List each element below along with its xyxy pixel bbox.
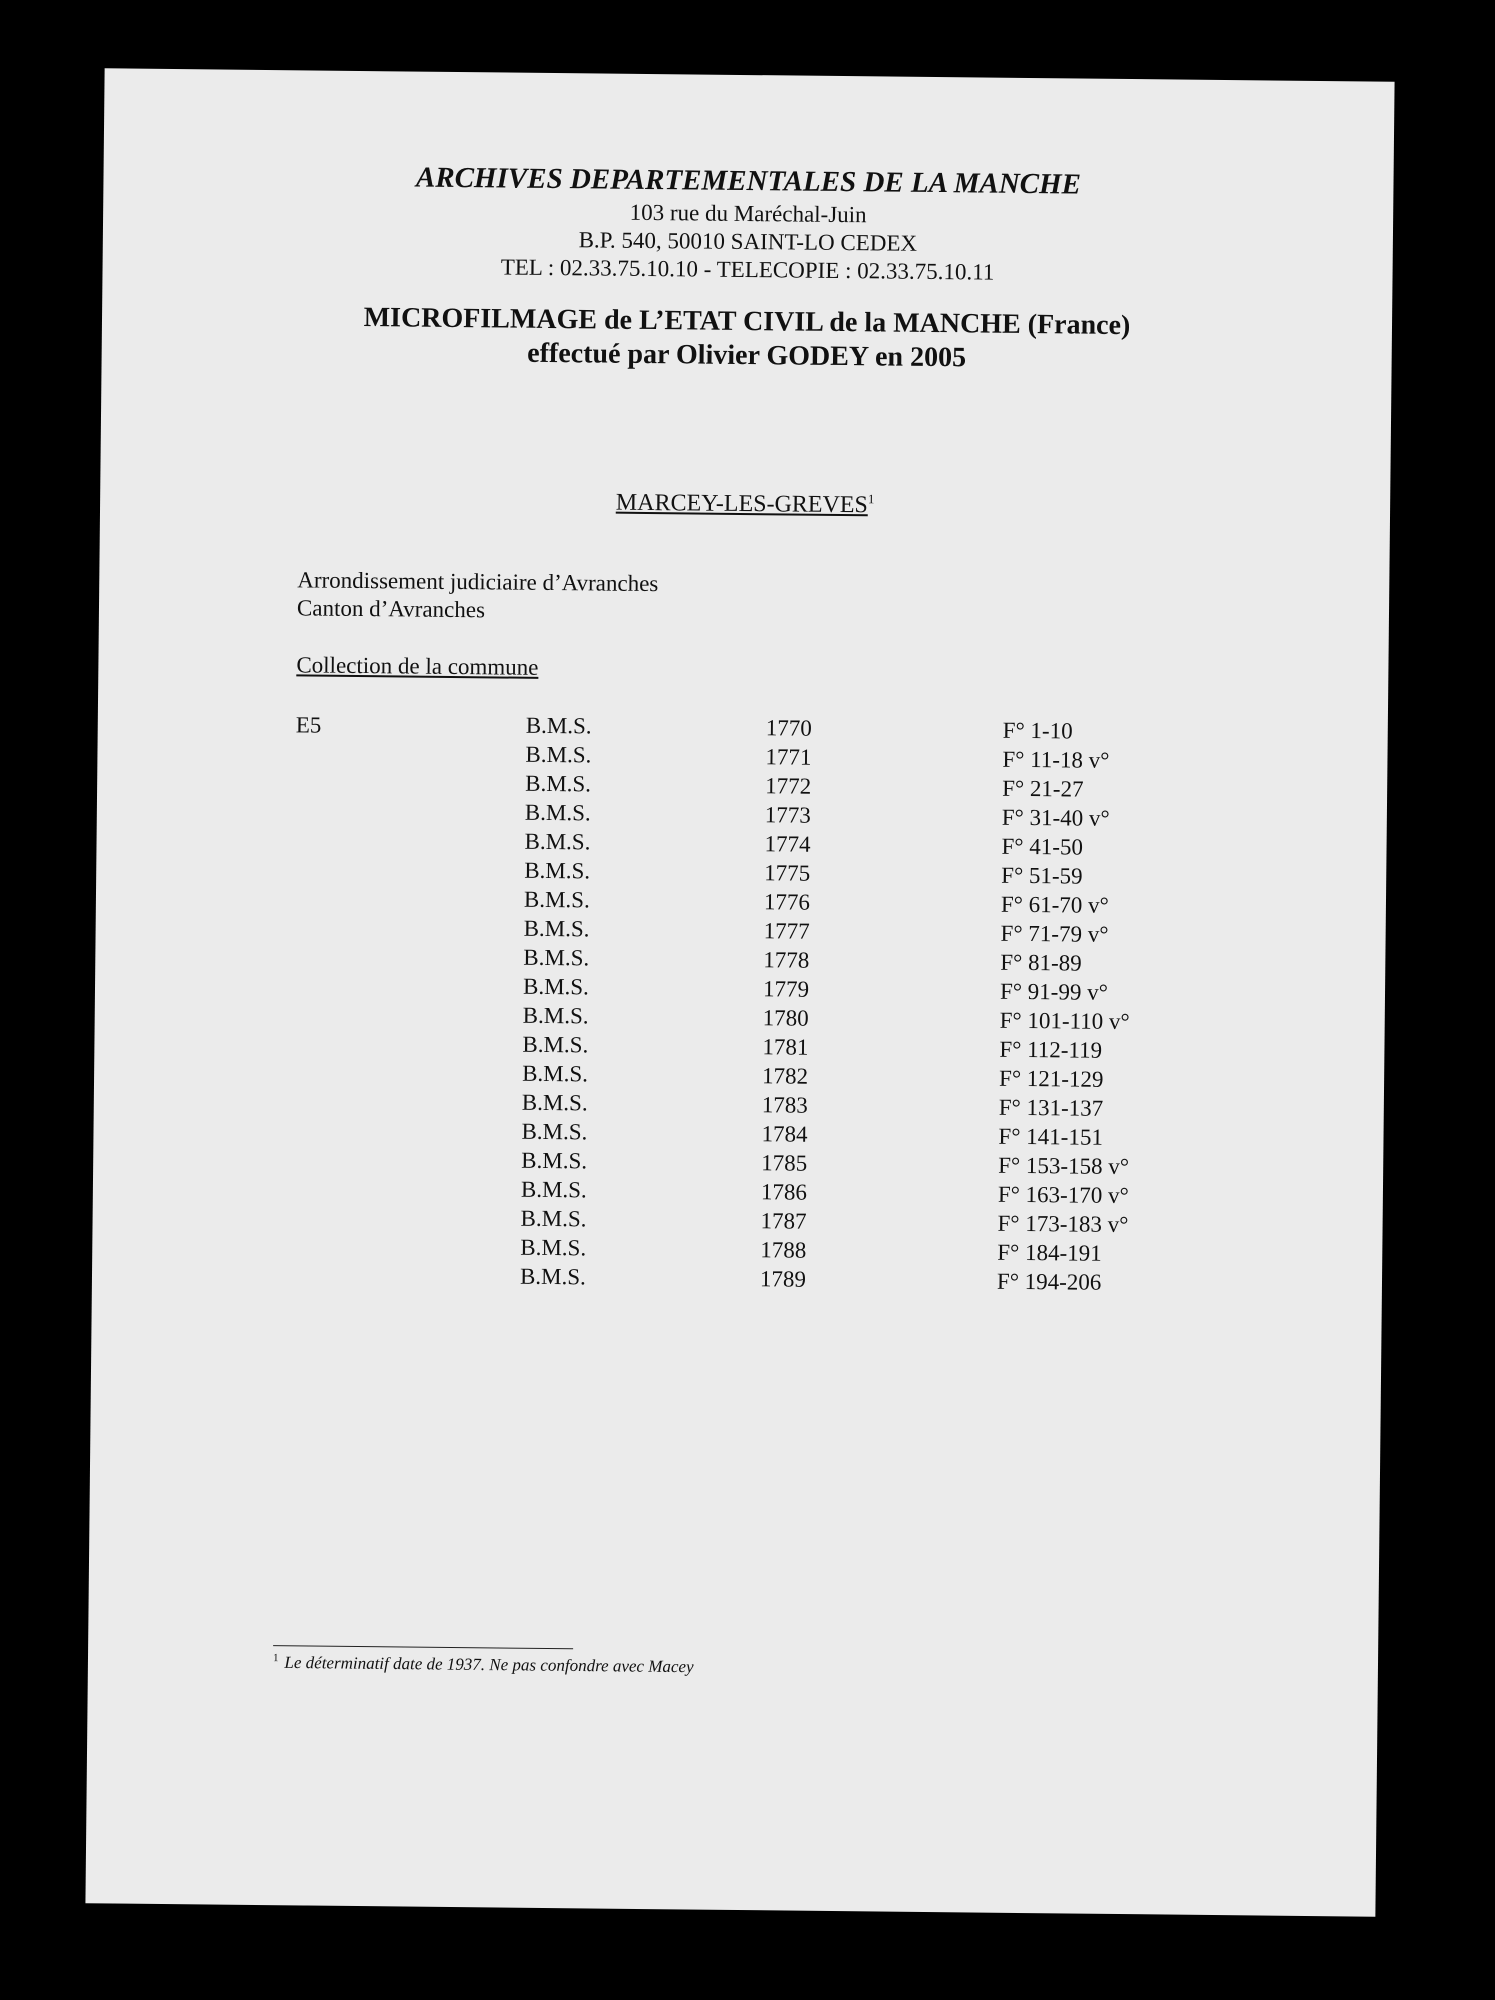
record-year: 1772: [765, 773, 812, 799]
record-type: B.M.S.: [520, 1234, 587, 1261]
record-folio: F° 121-129: [998, 1065, 1104, 1092]
footnote-text: Le déterminatif date de 1937. Ne pas confondre avec Macey: [284, 1652, 694, 1677]
record-type: B.M.S.: [523, 915, 590, 942]
record-type: B.M.S.: [520, 1176, 587, 1203]
footnote: [273, 1652, 694, 1677]
arrondissement-line: Arrondissement judiciaire d’Avranches: [297, 567, 659, 597]
record-folio: F° 101-110 v°: [999, 1007, 1130, 1035]
commune-heading: [100, 483, 1390, 525]
record-year: 1783: [761, 1092, 808, 1118]
record-year: 1789: [759, 1266, 807, 1292]
record-year: 1770: [765, 715, 812, 741]
record-folio: F° 61-70 v°: [1000, 891, 1109, 918]
record-folio: F° 11-18 v°: [1002, 746, 1110, 773]
record-type: B.M.S.: [524, 857, 591, 884]
record-year: 1773: [764, 802, 811, 828]
record-folio: F° 91-99 v°: [999, 978, 1109, 1005]
record-type: B.M.S.: [522, 1002, 589, 1029]
record-type: B.M.S.: [522, 1031, 589, 1058]
record-type: B.M.S.: [522, 973, 590, 1000]
record-year: 1788: [760, 1237, 807, 1263]
record-type: B.M.S.: [521, 1089, 588, 1116]
archive-header: [102, 158, 1393, 291]
record-folio: F° 31-40 v°: [1001, 804, 1110, 831]
document-page: [85, 68, 1394, 1916]
record-folio: F° 1-10: [1002, 717, 1073, 744]
record-type: B.M.S.: [525, 741, 592, 768]
footnote-number: 1: [272, 1652, 279, 1665]
jurisdiction-info: [297, 566, 659, 626]
commune-footnote-ref: 1: [867, 491, 875, 507]
record-year: 1787: [760, 1208, 807, 1234]
record-folio: F° 173-183 v°: [997, 1210, 1129, 1238]
footnote-divider: [273, 1645, 573, 1649]
record-folio: F° 41-50: [1001, 833, 1084, 860]
record-type: B.M.S.: [521, 1118, 588, 1145]
record-year: 1777: [763, 918, 810, 944]
record-folio: F° 184-191: [997, 1239, 1102, 1266]
record-year: 1784: [761, 1121, 808, 1147]
record-folio: F° 141-151: [998, 1123, 1104, 1150]
microfilm-line-2: effectué par Olivier GODEY en 2005: [527, 337, 967, 374]
record-type: B.M.S.: [520, 1205, 587, 1232]
record-folio: F° 131-137: [998, 1094, 1104, 1121]
archive-address: 103 rue du Maréchal-Juin: [629, 199, 867, 228]
record-type: B.M.S.: [525, 712, 592, 739]
record-type: B.M.S.: [525, 770, 592, 797]
record-folio: F° 153-158 v°: [998, 1152, 1130, 1180]
record-folio: F° 21-27: [1002, 775, 1084, 802]
record-type: B.M.S.: [524, 828, 591, 855]
record-year: 1771: [765, 744, 812, 770]
record-year: 1775: [764, 860, 811, 886]
record-folio: F° 71-79 v°: [1000, 920, 1109, 947]
record-folio: F° 112-119: [999, 1036, 1103, 1063]
record-year: 1782: [761, 1063, 809, 1089]
record-year: 1780: [762, 1005, 809, 1031]
collection-title: Collection de la commune: [296, 652, 539, 680]
record-type: B.M.S.: [522, 1060, 589, 1087]
record-folio: F° 194-206: [996, 1268, 1102, 1295]
records-table: [92, 708, 1388, 1301]
canton-line: Canton d’Avranches: [296, 595, 486, 623]
record-year: 1786: [760, 1179, 808, 1205]
record-year: 1779: [762, 976, 810, 1002]
record-type: B.M.S.: [519, 1263, 586, 1290]
cote-label: E5: [295, 712, 322, 738]
record-folio: F° 163-170 v°: [997, 1181, 1129, 1209]
record-year: 1785: [761, 1150, 808, 1176]
microfilm-line-1: MICROFILMAGE de L’ETAT CIVIL de la MANCHE (France): [363, 302, 1131, 342]
archive-postal: B.P. 540, 50010 SAINT-LO CEDEX: [578, 227, 918, 256]
commune-name: MARCEY-LES-GREVES: [615, 489, 868, 519]
record-type: B.M.S.: [521, 1147, 588, 1174]
record-year: 1778: [763, 947, 810, 973]
record-folio: F° 51-59: [1001, 862, 1083, 889]
record-year: 1776: [763, 889, 811, 915]
microfilm-heading: [102, 298, 1393, 380]
record-type: B.M.S.: [524, 799, 591, 826]
record-folio: F° 81-89: [1000, 949, 1082, 976]
archive-phone: TEL : 02.33.75.10.10 - TELECOPIE : 02.33.75.10.11: [500, 254, 995, 285]
record-year: 1781: [762, 1034, 809, 1060]
archive-title: ARCHIVES DEPARTEMENTALES DE LA MANCHE: [415, 161, 1082, 201]
record-year: 1774: [764, 831, 811, 857]
record-type: B.M.S.: [523, 944, 590, 971]
record-type: B.M.S.: [523, 886, 590, 913]
